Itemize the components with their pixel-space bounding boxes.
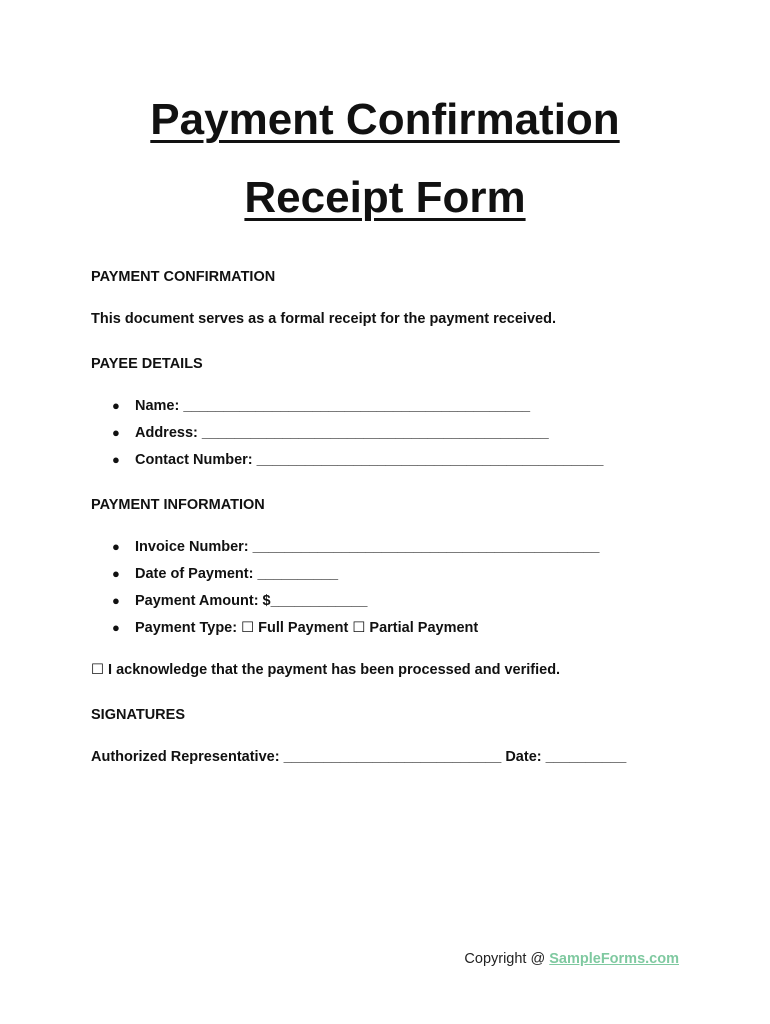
invoice-number-field[interactable]: ● Invoice Number: ___________________________________________ bbox=[112, 539, 600, 555]
payment-amount-field[interactable]: ● Payment Amount: $____________ bbox=[112, 593, 368, 609]
payment-type-options[interactable]: ● Payment Type: ☐ Full Payment ☐ Partial Payment bbox=[112, 620, 479, 636]
signatures-heading: SIGNATURES bbox=[91, 707, 185, 723]
bullet-icon: ● bbox=[112, 620, 120, 635]
signature-date-line[interactable]: Authorized Representative: ___________________________ Date: __________ bbox=[91, 749, 627, 765]
payee-address-field[interactable]: ● Address: ___________________________________________ bbox=[112, 425, 549, 441]
payee-contact-number-field[interactable]: ● Contact Number: ___________________________________________ bbox=[112, 452, 604, 468]
bullet-icon: ● bbox=[112, 593, 120, 608]
copyright-footer: Copyright @ SampleForms.com bbox=[464, 951, 679, 967]
payee-details-heading: PAYEE DETAILS bbox=[91, 356, 203, 372]
bullet-icon: ● bbox=[112, 425, 120, 440]
sampleforms-link[interactable]: SampleForms.com bbox=[549, 951, 679, 967]
acknowledgement-checkbox[interactable]: ☐ I acknowledge that the payment has been processed and verified. bbox=[91, 662, 561, 678]
form-title-line-2: Receipt Form bbox=[244, 173, 526, 222]
date-of-payment-field[interactable]: ● Date of Payment: __________ bbox=[112, 566, 339, 582]
bullet-icon: ● bbox=[112, 398, 120, 413]
payment-information-heading: PAYMENT INFORMATION bbox=[91, 497, 265, 513]
bullet-icon: ● bbox=[112, 539, 120, 554]
payment-confirmation-heading: PAYMENT CONFIRMATION bbox=[91, 269, 276, 285]
receipt-description: This document serves as a formal receipt for the payment received. bbox=[91, 311, 556, 327]
bullet-icon: ● bbox=[112, 566, 120, 581]
bullet-icon: ● bbox=[112, 452, 120, 467]
payee-name-field[interactable]: ● Name: ___________________________________________ bbox=[112, 398, 531, 414]
form-title-line-1: Payment Confirmation bbox=[150, 95, 620, 144]
